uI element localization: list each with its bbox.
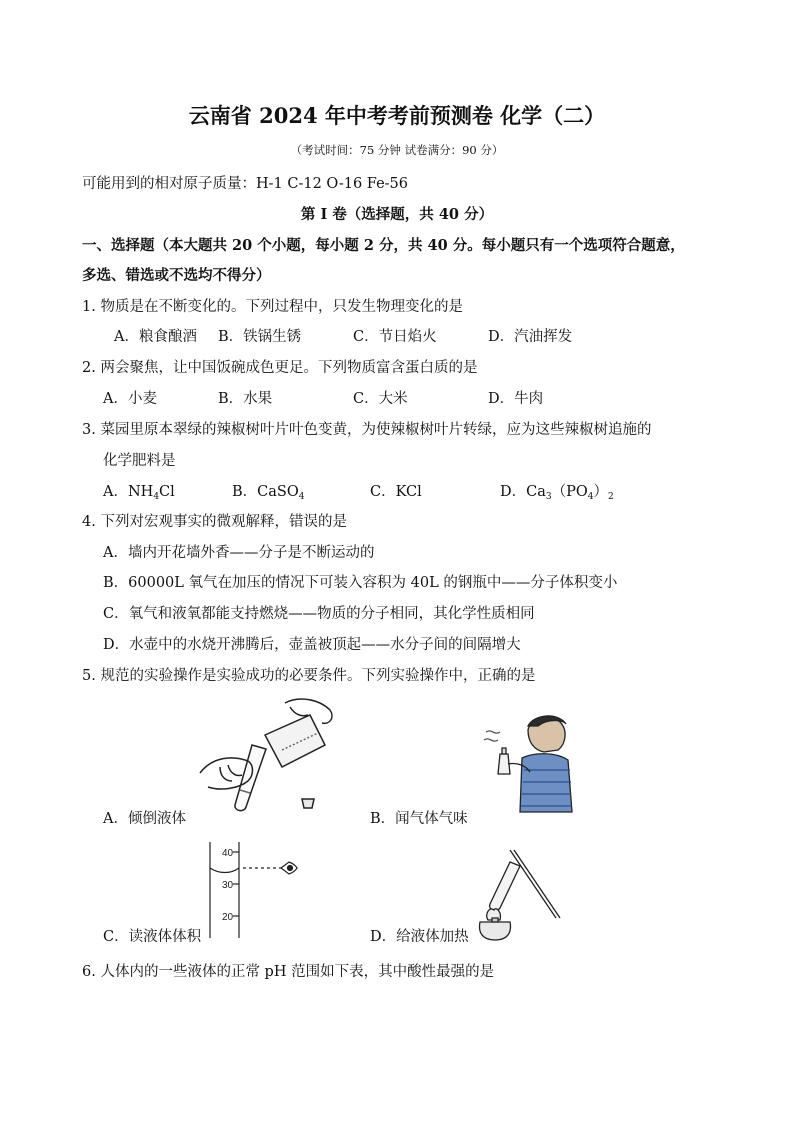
pouring-liquid-illustration bbox=[190, 695, 340, 820]
q5-stem: 5. 规范的实验操作是实验成功的必要条件。下列实验操作中，正确的是 bbox=[82, 668, 536, 684]
q3-stem-line1: 3. 菜园里原本翠绿的辣椒树叶片叶色变黄，为使辣椒树叶片转绿，应为这些辣椒树追施的 bbox=[82, 422, 652, 438]
cylinder-tick-40: 40 bbox=[222, 848, 234, 859]
q2-option-c: C．大米 bbox=[353, 391, 408, 407]
heating-liquid-illustration bbox=[470, 848, 560, 943]
cylinder-tick-30: 30 bbox=[222, 880, 234, 891]
q5-option-c: C．读液体体积 bbox=[103, 929, 202, 945]
q3-option-b: B．CaSO$_4$ bbox=[232, 484, 305, 502]
q4-option-c: C．氧气和液氧都能支持燃烧——物质的分子相同，其化学性质相同 bbox=[103, 606, 535, 622]
q2-option-b: B．水果 bbox=[218, 391, 273, 407]
smelling-gas-illustration bbox=[478, 712, 578, 824]
q1-stem: 1. 物质是在不断变化的。下列过程中，只发生物理变化的是 bbox=[82, 299, 463, 315]
q5-option-d: D．给液体加热 bbox=[370, 929, 469, 945]
section-heading-line1: 一、选择题（本大题共 20 个小题，每小题 2 分，共 40 分。每小题只有一个选项符合题意， bbox=[82, 237, 685, 254]
q2-option-a: A．小麦 bbox=[103, 391, 157, 407]
cylinder-tick-20: 20 bbox=[222, 912, 234, 923]
exam-title: 云南省 2024 年中考考前预测卷 化学（二） bbox=[188, 103, 606, 128]
part-title: 第 I 卷（选择题，共 40 分） bbox=[300, 206, 494, 223]
q4-option-d: D．水壶中的水烧开沸腾后，壶盖被顶起——水分子间的间隔增大 bbox=[103, 637, 521, 653]
q1-option-a: A．粮食酿酒 bbox=[114, 329, 197, 345]
q5-option-a: A．倾倒液体 bbox=[103, 811, 186, 827]
q4-option-b: B．60000L 氧气在加压的情况下可装入容积为 40L 的钢瓶中——分子体积变小 bbox=[103, 575, 618, 591]
graduated-cylinder-illustration bbox=[205, 840, 305, 940]
q3-option-d: D．$Ca_3(PO_4)_2$ bbox=[500, 484, 614, 502]
q2-option-d: D．牛肉 bbox=[488, 391, 544, 407]
q2-stem: 2. 两会聚焦，让中国饭碗成色更足。下列物质富含蛋白质的是 bbox=[82, 360, 478, 376]
q6-stem: 6. 人体内的一些液体的正常 pH 范围如下表，其中酸性最强的是 bbox=[82, 964, 495, 980]
section-heading-line2: 多选、错选或不选均不得分） bbox=[82, 267, 271, 284]
exam-subtitle: （考试时间：75 分钟 试卷满分：90 分） bbox=[290, 143, 504, 157]
q1-option-c: C．节日焰火 bbox=[353, 329, 437, 345]
q1-option-d: D．汽油挥发 bbox=[488, 329, 573, 345]
q4-stem: 4. 下列对宏观事实的微观解释，错误的是 bbox=[82, 514, 347, 530]
q5-option-b: B．闻气体气味 bbox=[370, 811, 468, 827]
q3-option-a: A．$NH_4Cl$ bbox=[103, 484, 175, 502]
q3-option-c: C．KCl bbox=[370, 484, 422, 500]
q1-option-b: B．铁锅生锈 bbox=[218, 329, 302, 345]
q4-option-a: A．墙内开花墙外香——分子是不断运动的 bbox=[103, 545, 375, 561]
q3-stem-line2: 化学肥料是 bbox=[103, 453, 176, 469]
atomic-masses: 可能用到的相对原子质量：H-1 C-12 O-16 Fe-56 bbox=[82, 176, 409, 192]
